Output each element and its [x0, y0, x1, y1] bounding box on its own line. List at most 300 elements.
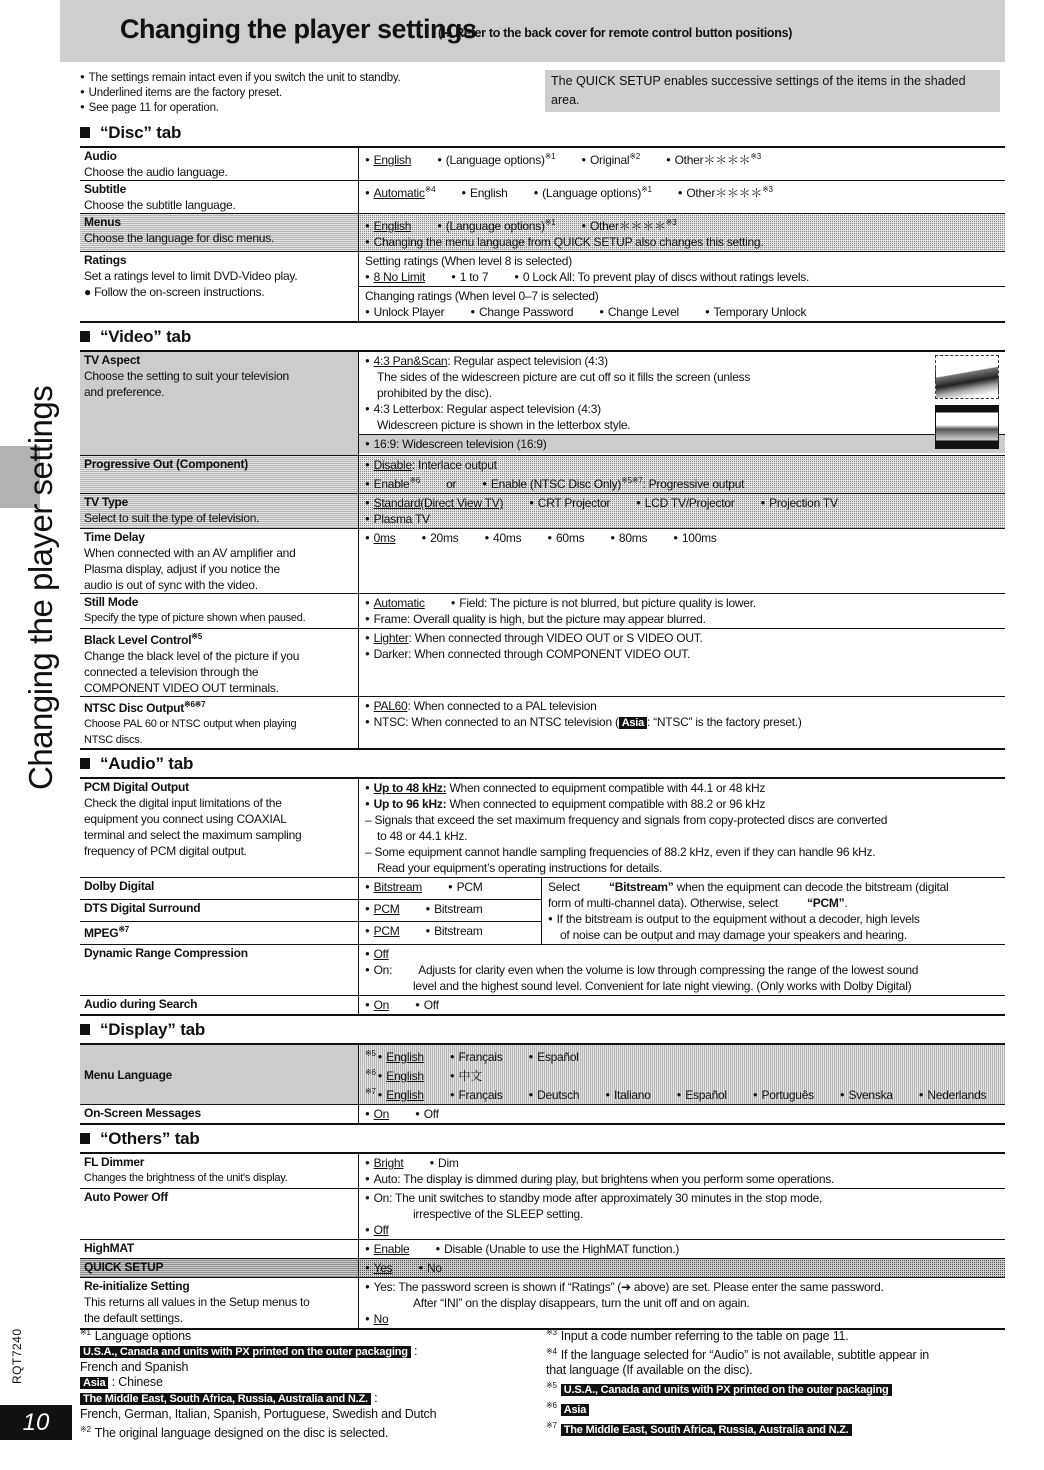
option-label: After “INI” on the display disappears, turn the unit off and on again.: [413, 1296, 750, 1310]
setting-name: Black Level Control: [84, 633, 192, 647]
option-line: [365, 595, 999, 611]
option-label: “PCM”: [807, 896, 845, 910]
options-cell: [359, 1153, 1006, 1189]
bullet-icon: ●: [365, 1109, 370, 1118]
option-label: (Language options): [445, 219, 545, 233]
option-label: NTSC: When connected to an NTSC television (: [373, 715, 619, 729]
option-item: [761, 496, 838, 510]
footnote-line: [83, 1344, 530, 1360]
footnote-ref: ※3: [665, 218, 677, 227]
option-desc: When connected to equipment compatible with 88.2 or 96 kHz: [446, 797, 766, 811]
options-block: [359, 286, 1005, 321]
footnote-mark: ※3: [546, 1328, 557, 1337]
option-item: [599, 305, 679, 319]
options-cell: [359, 1278, 1006, 1330]
option-line: [365, 369, 999, 385]
options-cell: [359, 214, 1006, 252]
option-label: Plasma TV: [373, 512, 430, 526]
bullet-icon: ●: [365, 1000, 370, 1009]
option-item: [548, 880, 583, 894]
bullet-icon: ●: [365, 1193, 370, 1202]
option-item: [365, 797, 765, 811]
option-label: 1 to 7: [459, 270, 489, 284]
option-line: [365, 1279, 999, 1295]
setting-title: [84, 456, 354, 472]
option-line: [365, 304, 999, 320]
options-cell: [359, 181, 1006, 214]
setting-title: [84, 945, 354, 961]
option-label: Auto: The display is dimmed during play, but brightens when you perform some operations.: [373, 1172, 835, 1186]
region-badge: Asia: [80, 1377, 108, 1389]
bullet-icon: ●: [704, 307, 710, 316]
option-item: [753, 1088, 814, 1102]
tab-heading-text: “Display” tab: [100, 1020, 206, 1039]
setting-name: PCM Digital Output: [84, 780, 189, 794]
tab-heading: [80, 1020, 1005, 1040]
letterbox-illustration: [935, 405, 999, 449]
bullet-icon: ●: [365, 479, 370, 488]
settings-table-2: [80, 777, 1005, 1016]
option-line: [365, 530, 999, 546]
bullet-icon: ●: [429, 1158, 435, 1167]
option-label: Up to 48 kHz:: [373, 781, 447, 795]
footnote: [546, 1325, 1006, 1344]
options-cell: [359, 1189, 1006, 1240]
options-block: [359, 148, 1005, 169]
setting-row: [80, 181, 1005, 214]
option-item: [377, 370, 750, 384]
option-item: [378, 1050, 424, 1064]
option-item: [484, 531, 521, 545]
settings-table-3: [80, 1043, 1005, 1125]
setting-description: NTSC discs.: [84, 734, 143, 746]
option-item: [365, 1050, 376, 1064]
option-item: [377, 386, 492, 400]
setting-name: HighMAT: [84, 1241, 135, 1255]
option-item: [451, 270, 488, 284]
setting-row: [80, 697, 1005, 750]
bullet-icon: ●: [665, 155, 671, 164]
options-cell: [359, 921, 542, 944]
option-item: [840, 1088, 893, 1102]
option-item: [365, 437, 547, 451]
quick-setup-note: The QUICK SETUP enables successive settings of the items in the shaded area.: [545, 70, 1000, 112]
footnote-line: [561, 1422, 852, 1436]
option-item: [560, 928, 907, 942]
option-item: [365, 631, 703, 645]
options-block: [359, 434, 1005, 453]
setting-description: Choose the setting to suit your television: [84, 369, 289, 383]
options-cell: [359, 1259, 1006, 1278]
setting-name: Progressive Out (Component): [84, 457, 248, 471]
option-desc: : Regular aspect television (4:3): [447, 354, 608, 368]
option-line: [365, 417, 999, 433]
option-item: [365, 153, 411, 167]
setting-title: [84, 900, 354, 916]
option-item: [365, 305, 444, 319]
region-badge: Asia: [619, 717, 647, 729]
setting-row: [80, 456, 1005, 494]
bullet-icon: ●: [435, 1244, 441, 1253]
option-item: [461, 186, 507, 200]
bullet-icon: ●: [377, 1052, 383, 1061]
setting-title: [84, 214, 354, 230]
setting-name: DTS Digital Surround: [84, 900, 201, 915]
bullet-icon: ●: [461, 188, 466, 197]
setting-title: [84, 1067, 354, 1083]
setting-name: Auto Power Off: [84, 1190, 168, 1204]
footnote-text: : Chinese: [108, 1375, 163, 1389]
option-item: [377, 861, 662, 875]
option-item: [365, 813, 887, 827]
option-item: [413, 1296, 750, 1310]
setting-title: [84, 996, 354, 1012]
setting-row: [80, 594, 1005, 629]
setting-label-cell: [80, 921, 359, 944]
bullet-icon: ●: [677, 188, 683, 197]
option-item: [534, 186, 652, 200]
region-badge: The Middle East, South Africa, Russia, Australia and N.Z.: [80, 1393, 371, 1405]
setting-label-cell: [80, 147, 359, 181]
options-block: [359, 1045, 1005, 1104]
option-item: [365, 1107, 389, 1121]
setting-label-cell: [80, 1044, 359, 1105]
option-label: Changing the menu language from QUICK SETUP also changes this setting.: [373, 235, 764, 249]
options-block: [359, 779, 1005, 877]
footnote-text: Input a code number referring to the table on page 11.: [560, 1329, 849, 1343]
tab-heading-text: “Others” tab: [100, 1129, 200, 1148]
footnote-ref: ※7: [365, 1087, 376, 1096]
bullet-icon: ●: [365, 925, 370, 935]
option-label: Bitstream: [434, 923, 483, 938]
setting-description: COMPONENT VIDEO OUT terminals.: [84, 681, 279, 695]
option-item: [365, 1242, 409, 1256]
option-label: Dim: [438, 1156, 459, 1170]
bullet-icon: ●: [547, 533, 552, 542]
options-block: [359, 1278, 1005, 1328]
setting-row: [80, 778, 1005, 878]
option-label: The sides of the widescreen picture are cut off so it fills the screen (unless: [377, 370, 751, 384]
option-label: Off: [423, 1107, 439, 1121]
option-label: 4:3 Letterbox: Regular aspect television (4:3): [373, 402, 601, 416]
option-item: [919, 1088, 986, 1102]
bullet-icon: ●: [365, 903, 370, 913]
bullet-icon: ●: [365, 272, 370, 281]
footnote-line: [546, 1363, 1006, 1378]
bullet-icon: ●: [365, 307, 370, 316]
setting-title: [84, 1189, 354, 1205]
option-label: On: [373, 998, 390, 1012]
option-label: – Some equipment cannot handle sampling frequencies of 88.2 kHz, even if they can handle 96 kHz.: [365, 845, 876, 859]
option-desc: : “NTSC” is the factory preset.): [646, 715, 802, 729]
option-item: [365, 947, 389, 961]
option-label: irrespective of the SLEEP setting.: [413, 1207, 584, 1221]
option-label: Français: [458, 1050, 503, 1064]
options-block: [359, 697, 1005, 732]
bullet-icon: ●: [365, 514, 370, 523]
square-bullet-icon: [80, 127, 90, 138]
option-label: On: The unit switches to standby mode after approximately 30 minutes in the stop mode,: [373, 1191, 823, 1205]
option-line: [548, 927, 999, 943]
option-line: [365, 215, 999, 234]
setting-name: On-Screen Messages: [84, 1106, 201, 1120]
footnote-mark: ※7: [546, 1421, 557, 1430]
options-cell: [359, 778, 1006, 878]
option-label: Off: [373, 947, 389, 961]
setting-name: Dynamic Range Compression: [84, 946, 248, 960]
options-block: [359, 494, 1005, 528]
footnote-text: :: [410, 1344, 418, 1358]
option-item: [365, 1069, 376, 1083]
footnote-text: :: [370, 1391, 378, 1405]
option-item: [581, 219, 676, 233]
setting-title: [84, 629, 354, 648]
bullet-icon: ●: [482, 479, 487, 488]
footnote: [80, 1325, 530, 1422]
option-label: PAL60: [373, 699, 408, 713]
setting-description: connected a television through the: [84, 665, 259, 679]
setting-description: This returns all values in the Setup menus to: [84, 1295, 310, 1309]
option-item: [673, 531, 716, 545]
bullet-icon: ●: [365, 965, 370, 974]
option-line: [365, 149, 999, 168]
bullet-icon: ●: [581, 155, 586, 164]
option-label: Lighter: [373, 631, 409, 645]
option-label: Setting ratings (When level 8 is selected): [365, 254, 572, 268]
option-label: Enable: [373, 477, 410, 491]
setting-name: Audio: [84, 149, 117, 163]
option-desc: When connected to equipment compatible with 44.1 or 48 kHz: [446, 781, 766, 795]
option-line: [365, 234, 999, 250]
option-item: [413, 1207, 583, 1221]
option-label: Automatic: [373, 186, 425, 200]
option-line: [365, 646, 999, 662]
option-line: [365, 780, 999, 796]
setting-name: Ratings: [84, 253, 127, 267]
options-cell: [359, 629, 1006, 697]
option-line: [365, 385, 999, 401]
option-item: [365, 1261, 392, 1275]
option-item: [378, 1069, 424, 1083]
option-item: [514, 270, 809, 284]
options-cell: [359, 252, 1006, 323]
setting-row: [80, 351, 1005, 456]
bullet-icon: ●: [365, 783, 370, 792]
setting-title: [84, 878, 354, 894]
options-cell: [359, 697, 1006, 750]
bullet-icon: ●: [365, 882, 370, 891]
bullet-icon: ●: [365, 1282, 370, 1291]
options-block: [359, 1240, 1005, 1258]
option-item: [437, 153, 555, 167]
footnote-line: [561, 1402, 589, 1416]
footnote-ref: ※7: [118, 924, 129, 934]
bullet-icon: ●: [365, 633, 370, 642]
option-line: [365, 401, 999, 417]
setting-label-cell: [80, 1153, 359, 1189]
footnote-mark: ※6: [546, 1401, 557, 1410]
setting-title: [84, 148, 354, 164]
bullet-icon: ●: [418, 1263, 424, 1272]
settings-table-4: [80, 1152, 1005, 1330]
footnotes-right: [546, 1325, 1006, 1438]
bullet-icon: ●: [484, 533, 490, 542]
setting-label-cell: [80, 629, 359, 697]
option-label: 8 No Limit: [373, 270, 426, 284]
setting-description: and preference.: [84, 385, 165, 399]
bullet-icon: ●: [365, 1225, 370, 1234]
bullet-icon: ●: [673, 533, 678, 542]
option-item: [418, 1261, 441, 1275]
option-label: Bitstream: [434, 901, 483, 916]
option-label: Field: The picture is not blurred, but picture quality is lower.: [459, 596, 756, 610]
option-label: Standard(Direct View TV): [373, 496, 504, 510]
options-cell: [359, 996, 1006, 1016]
options-block: [359, 1105, 1005, 1123]
bullet-icon: ●: [365, 1158, 370, 1167]
option-line: [365, 473, 999, 492]
option-line: [365, 1241, 999, 1257]
option-label: Other＊＊＊＊: [589, 219, 666, 233]
setting-description: Specify the type of picture shown when paused.: [84, 612, 306, 624]
option-label: form of multi-channel data). Otherwise, select: [548, 896, 782, 910]
footnote: [546, 1398, 1006, 1418]
settings-tables: [80, 119, 1005, 1330]
bullet-icon: ●: [514, 272, 519, 281]
bullet-icon: ●: [365, 1263, 370, 1272]
footnote-line: [561, 1382, 892, 1396]
option-line: [365, 978, 999, 994]
option-item: [365, 235, 763, 249]
setting-row: [80, 529, 1005, 594]
option-label: Widescreen picture is shown in the letterbox style.: [377, 418, 631, 432]
option-line: [365, 1065, 999, 1084]
option-item: [365, 496, 503, 510]
setting-name: Menus: [84, 215, 121, 229]
setting-row: [80, 996, 1005, 1016]
intro-bullet: ● The settings remain intact even if you switch the unit to standby.: [80, 72, 401, 84]
option-item: [365, 402, 601, 416]
option-line: [365, 1106, 999, 1122]
option-line: [365, 1046, 999, 1065]
footnote-ref: ※6: [365, 1068, 376, 1077]
bullet-icon: ●: [599, 307, 604, 316]
options-block: [359, 352, 1005, 434]
option-label: Change Password: [478, 305, 574, 319]
setting-title: [84, 529, 354, 545]
setting-row: [80, 214, 1005, 252]
options-cell: [359, 351, 1006, 456]
option-item: [378, 1088, 424, 1102]
option-label: Other＊＊＊＊: [686, 186, 763, 200]
footnote-mark: ※5: [546, 1381, 557, 1390]
option-line: [365, 611, 999, 627]
options-block: [359, 529, 1005, 547]
option-line: [365, 901, 535, 917]
option-line: [365, 288, 999, 304]
bullet-icon: ●: [365, 460, 370, 469]
option-line: [365, 879, 535, 895]
option-item: [365, 963, 392, 977]
bullet-icon: ●: [365, 188, 370, 197]
option-item: [666, 153, 761, 167]
setting-description: terminal and select the maximum sampling: [84, 828, 302, 842]
setting-title: [84, 1154, 354, 1170]
bullet-icon: ●: [533, 188, 539, 197]
intro-bullet: ● See page 11 for operation.: [80, 102, 219, 114]
side-vertical-title: Changing the player settings: [22, 385, 59, 790]
settings-table-0: [80, 146, 1005, 323]
option-line: [365, 844, 999, 860]
option-line: [365, 1260, 999, 1276]
option-item: [365, 699, 597, 713]
option-label: 40ms: [493, 531, 522, 545]
options-block: [359, 456, 1005, 493]
setting-label-cell: [80, 594, 359, 629]
option-label: Italiano: [613, 1088, 651, 1102]
option-line: [365, 860, 999, 876]
option-label: prohibited by the disc).: [377, 386, 492, 400]
setting-description: When connected with an AV amplifier and: [84, 546, 296, 560]
setting-label-cell: [80, 899, 359, 921]
footnotes-left: [80, 1325, 530, 1441]
setting-description: Choose the language for disc menus.: [84, 231, 275, 245]
setting-row: [80, 1044, 1005, 1105]
footnote-text: Language options: [94, 1329, 191, 1343]
setting-label-cell: [80, 1259, 359, 1278]
bullet-icon: ●: [636, 498, 641, 507]
options-cell: [359, 1044, 1006, 1105]
tab-heading: [80, 327, 1005, 347]
option-label: “Bitstream”: [608, 880, 674, 894]
option-label: Projection TV: [769, 496, 838, 510]
setting-label-cell: [80, 945, 359, 996]
option-label: Enable: [373, 1242, 410, 1256]
setting-description: audio is out of sync with the video.: [84, 578, 258, 592]
option-item: [528, 1088, 579, 1102]
setting-description: Choose the audio language.: [84, 165, 228, 179]
options-cell: [359, 594, 1006, 629]
setting-name: Time Delay: [84, 530, 145, 544]
option-label: Disable (Unable to use the HighMAT function.): [444, 1242, 680, 1256]
option-item: [377, 829, 467, 843]
option-item: [415, 1107, 439, 1121]
bullet-icon: ●: [365, 949, 370, 958]
footnote-line: [95, 1329, 191, 1343]
setting-label-cell: [80, 494, 359, 529]
bullet-icon: ●: [451, 272, 456, 281]
option-label: No: [427, 1261, 442, 1275]
footnote-ref: ※3: [762, 185, 773, 194]
option-label: Bright: [373, 1156, 404, 1170]
bullet-icon: ●: [470, 307, 475, 316]
options-cell: [359, 945, 1006, 996]
setting-name: Dolby Digital: [84, 879, 155, 893]
setting-description: Changes the brightness of the unit's display.: [84, 1172, 288, 1184]
option-desc: when the equipment can decode the bitstream (digital: [673, 880, 949, 894]
option-item: [365, 880, 422, 894]
setting-label-cell: [80, 529, 359, 594]
setting-label-cell: [80, 878, 359, 900]
option-line: [365, 1190, 999, 1206]
setting-label-cell: [80, 1278, 359, 1330]
option-label: CRT Projector: [537, 496, 611, 510]
option-desc: : Interlace output: [411, 458, 497, 472]
option-item: [415, 998, 439, 1012]
page-subtitle: (➔ Refer to the back cover for remote control button positions): [438, 26, 793, 40]
footnote: [546, 1378, 1006, 1398]
bullet-icon: ●: [415, 1000, 420, 1009]
